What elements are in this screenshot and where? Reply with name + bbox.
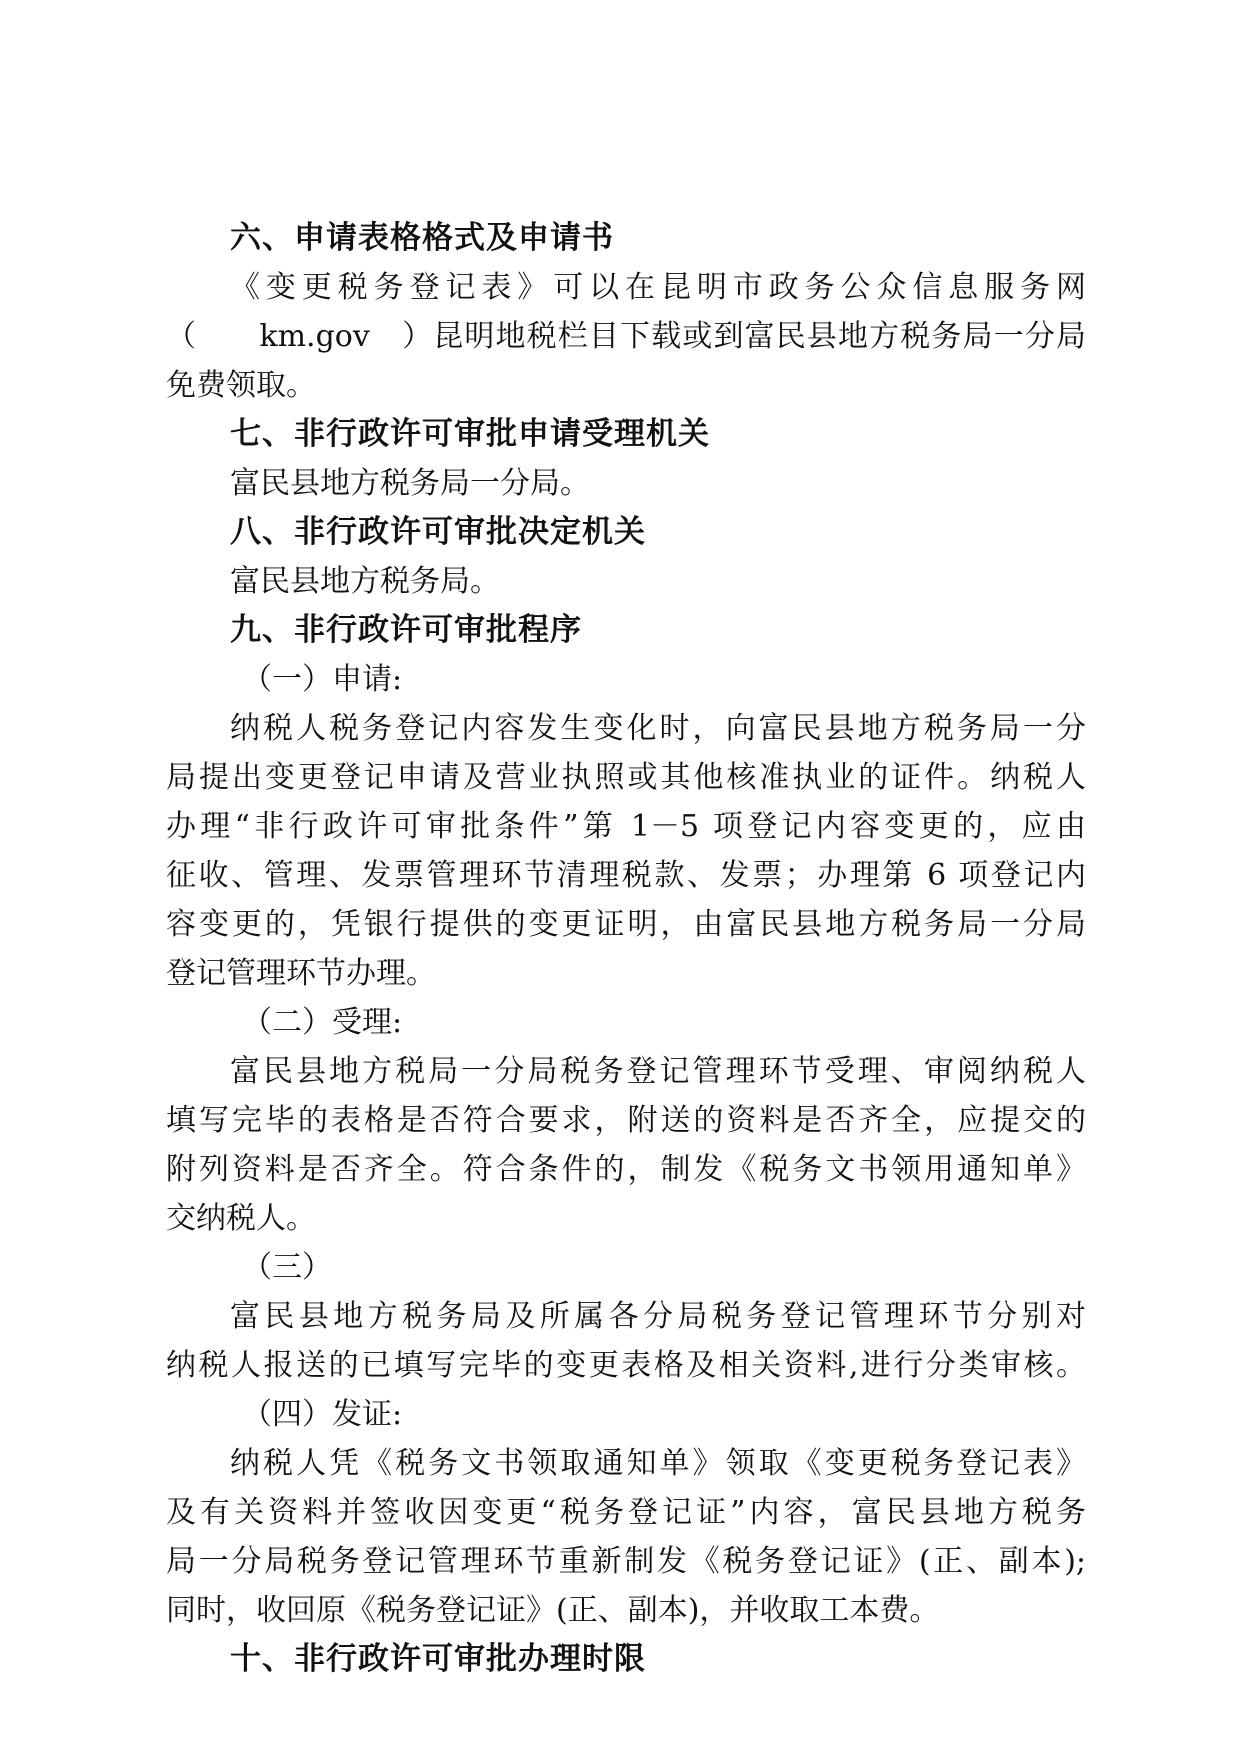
section-heading-8: 八、非行政许可审批决定机关 bbox=[230, 514, 646, 550]
paragraph-line: 《变更税务登记表》可以在昆明市政务公众信息服务网 bbox=[230, 270, 1086, 305]
paragraph-line: （ km.gov ）昆明地税栏目下载或到富民县地方税务局一分局 bbox=[166, 319, 1086, 354]
paragraph-line: 纳税人报送的已填写完毕的变更表格及相关资料,进行分类审核。 bbox=[166, 1348, 1086, 1383]
paragraph-line: 容变更的，凭银行提供的变更证明，由富民县地方税务局一分局 bbox=[166, 907, 1086, 942]
paragraph-line: 富民县地方税务局一分局。 bbox=[230, 466, 590, 501]
paragraph-line: 富民县地方税务局及所属各分局税务登记管理环节分别对 bbox=[230, 1299, 1086, 1334]
document-page bbox=[166, 214, 1086, 1684]
paragraph-line: 交纳税人。 bbox=[166, 1201, 316, 1236]
paragraph-line: 富民县地方税局一分局税务登记管理环节受理、审阅纳税人 bbox=[230, 1054, 1086, 1089]
paragraph-line: 办理“非行政许可审批条件”第 1－5 项登记内容变更的，应由 bbox=[166, 809, 1086, 844]
paragraph-line: 纳税人凭《税务文书领取通知单》领取《变更税务登记表》 bbox=[230, 1446, 1086, 1481]
paragraph-line: 局提出变更登记申请及营业执照或其他核准执业的证件。纳税人 bbox=[166, 760, 1086, 795]
paragraph-line: 征收、管理、发票管理环节清理税款、发票；办理第 6 项登记内 bbox=[166, 858, 1086, 893]
section-heading-6: 六、申请表格格式及申请书 bbox=[230, 220, 614, 256]
subsection-heading: （四）发证: bbox=[242, 1397, 403, 1432]
section-heading-9: 九、非行政许可审批程序 bbox=[230, 612, 582, 648]
subsection-heading: （二）受理: bbox=[242, 1005, 403, 1040]
subsection-heading: （三） bbox=[242, 1250, 332, 1285]
subsection-heading: （一）申请: bbox=[242, 662, 403, 697]
section-heading-10: 十、非行政许可审批办理时限 bbox=[230, 1641, 646, 1677]
paragraph-line: 附列资料是否齐全。符合条件的，制发《税务文书领用通知单》 bbox=[166, 1152, 1086, 1187]
paragraph-line: 同时，收回原《税务登记证》(正、副本)，并收取工本费。 bbox=[166, 1593, 940, 1628]
paragraph-line: 富民县地方税务局。 bbox=[230, 564, 500, 599]
section-heading-7: 七、非行政许可审批申请受理机关 bbox=[230, 416, 710, 452]
paragraph-line: 及有关资料并签收因变更“税务登记证”内容，富民县地方税务 bbox=[166, 1495, 1086, 1530]
paragraph-line: 免费领取。 bbox=[166, 368, 316, 403]
paragraph-line: 局一分局税务登记管理环节重新制发《税务登记证》(正、副本); bbox=[166, 1544, 1086, 1579]
paragraph-line: 登记管理环节办理。 bbox=[166, 956, 436, 991]
paragraph-line: 纳税人税务登记内容发生变化时，向富民县地方税务局一分 bbox=[230, 711, 1086, 746]
paragraph-line: 填写完毕的表格是否符合要求，附送的资料是否齐全，应提交的 bbox=[166, 1103, 1086, 1138]
